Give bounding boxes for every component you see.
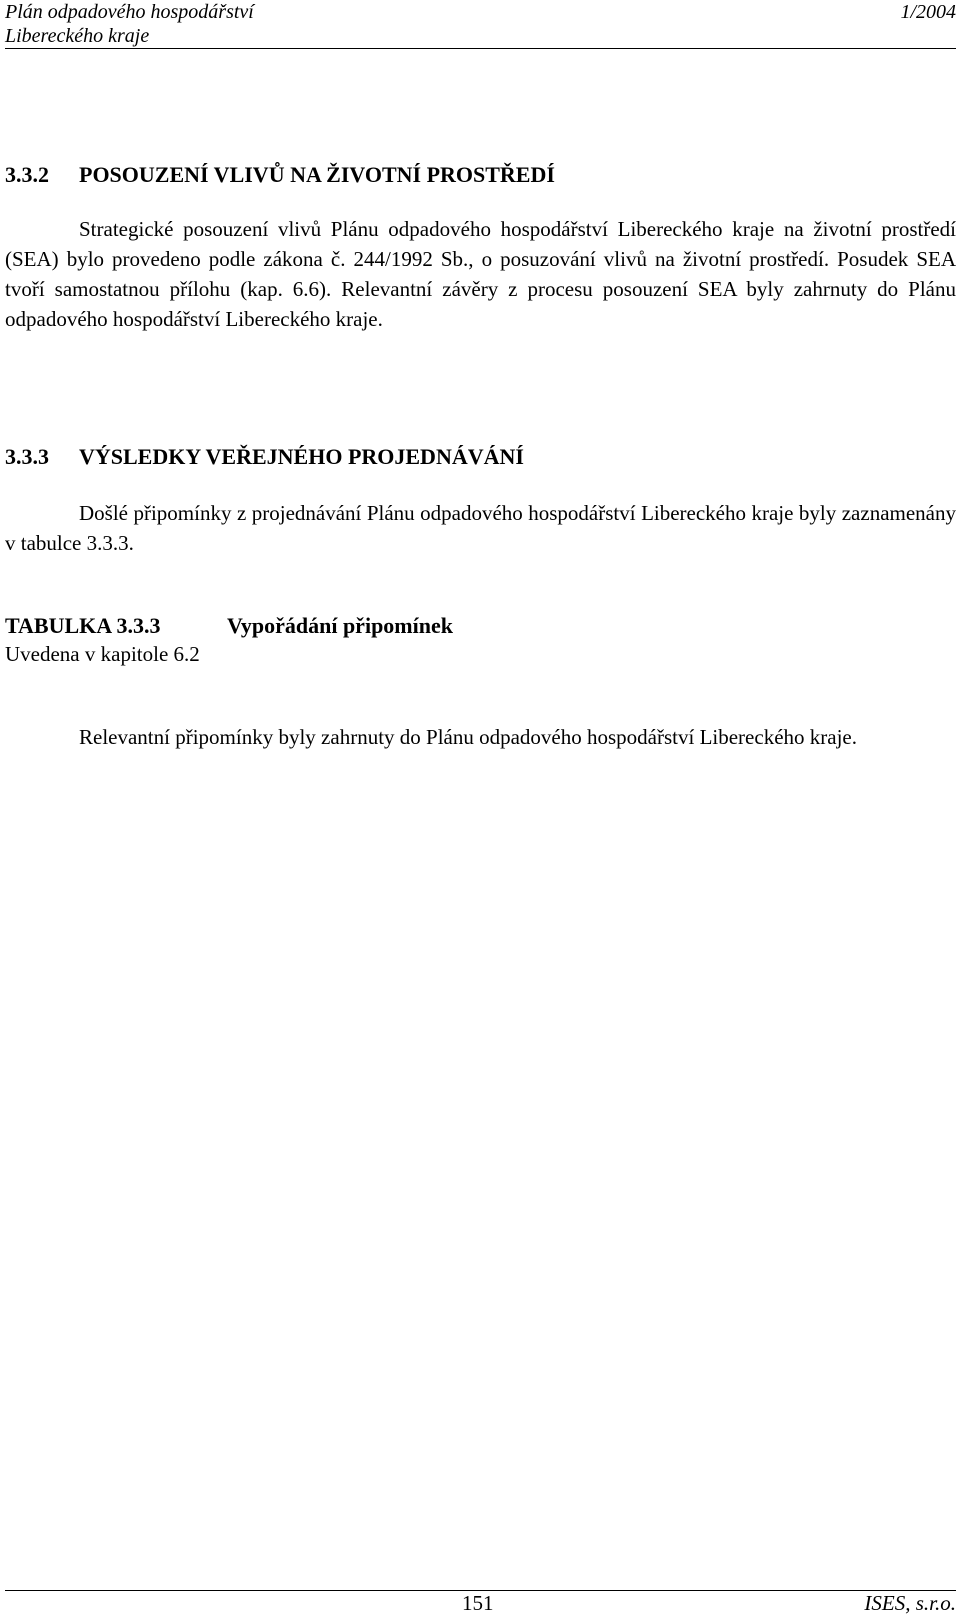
table-label: TABULKA 3.3.3	[5, 613, 161, 638]
closing-paragraph	[5, 722, 956, 752]
header-issue: 1/2004	[900, 1, 956, 23]
section-333-number: 3.3.3	[5, 444, 49, 469]
section-333-title: VÝSLEDKY VEŘEJNÉHO PROJEDNÁVÁNÍ	[79, 444, 524, 469]
closing-text: Relevantní připomínky byly zahrnuty do Plánu odpadového hospodářství Libereckého kraje.	[79, 725, 857, 749]
table-note: Uvedena v kapitole 6.2	[5, 642, 200, 666]
header-title-line2: Libereckého kraje	[5, 25, 150, 47]
section-332-number: 3.3.2	[5, 162, 49, 187]
page-number: 151	[462, 1591, 494, 1615]
running-header	[5, 0, 956, 46]
section-332-title: POSOUZENÍ VLIVŮ NA ŽIVOTNÍ PROSTŘEDÍ	[79, 162, 555, 187]
header-title	[5, 0, 254, 48]
header-title-line1: Plán odpadového hospodářství	[5, 1, 254, 23]
section-332-heading	[5, 162, 555, 188]
footer-company: ISES, s.r.o.	[864, 1591, 956, 1615]
section-333-paragraph	[5, 498, 956, 558]
header-rule	[5, 48, 956, 49]
section-333-heading	[5, 444, 524, 470]
table-caption	[5, 613, 453, 639]
section-332-paragraph	[5, 214, 956, 334]
table-title: Vypořádání připomínek	[227, 613, 453, 638]
section-333-text: Došlé připomínky z projednávání Plánu odpadového hospodářství Libereckého kraje byly zaznamenány v tabulce 3.3.3.	[5, 501, 956, 555]
section-332-text: Strategické posouzení vlivů Plánu odpadového hospodářství Libereckého kraje na životní prostředí (SEA) bylo provedeno podle zákona č. 244/1992 Sb., o posuzování vlivů na životní prostředí. Posudek SEA tvoří samostatnou přílohu (kap. 6.6). Relevantní závěry z procesu posouzení SEA byly zahrnuty do Plánu odpadového hospodářství Libereckého kraje.	[5, 217, 956, 331]
